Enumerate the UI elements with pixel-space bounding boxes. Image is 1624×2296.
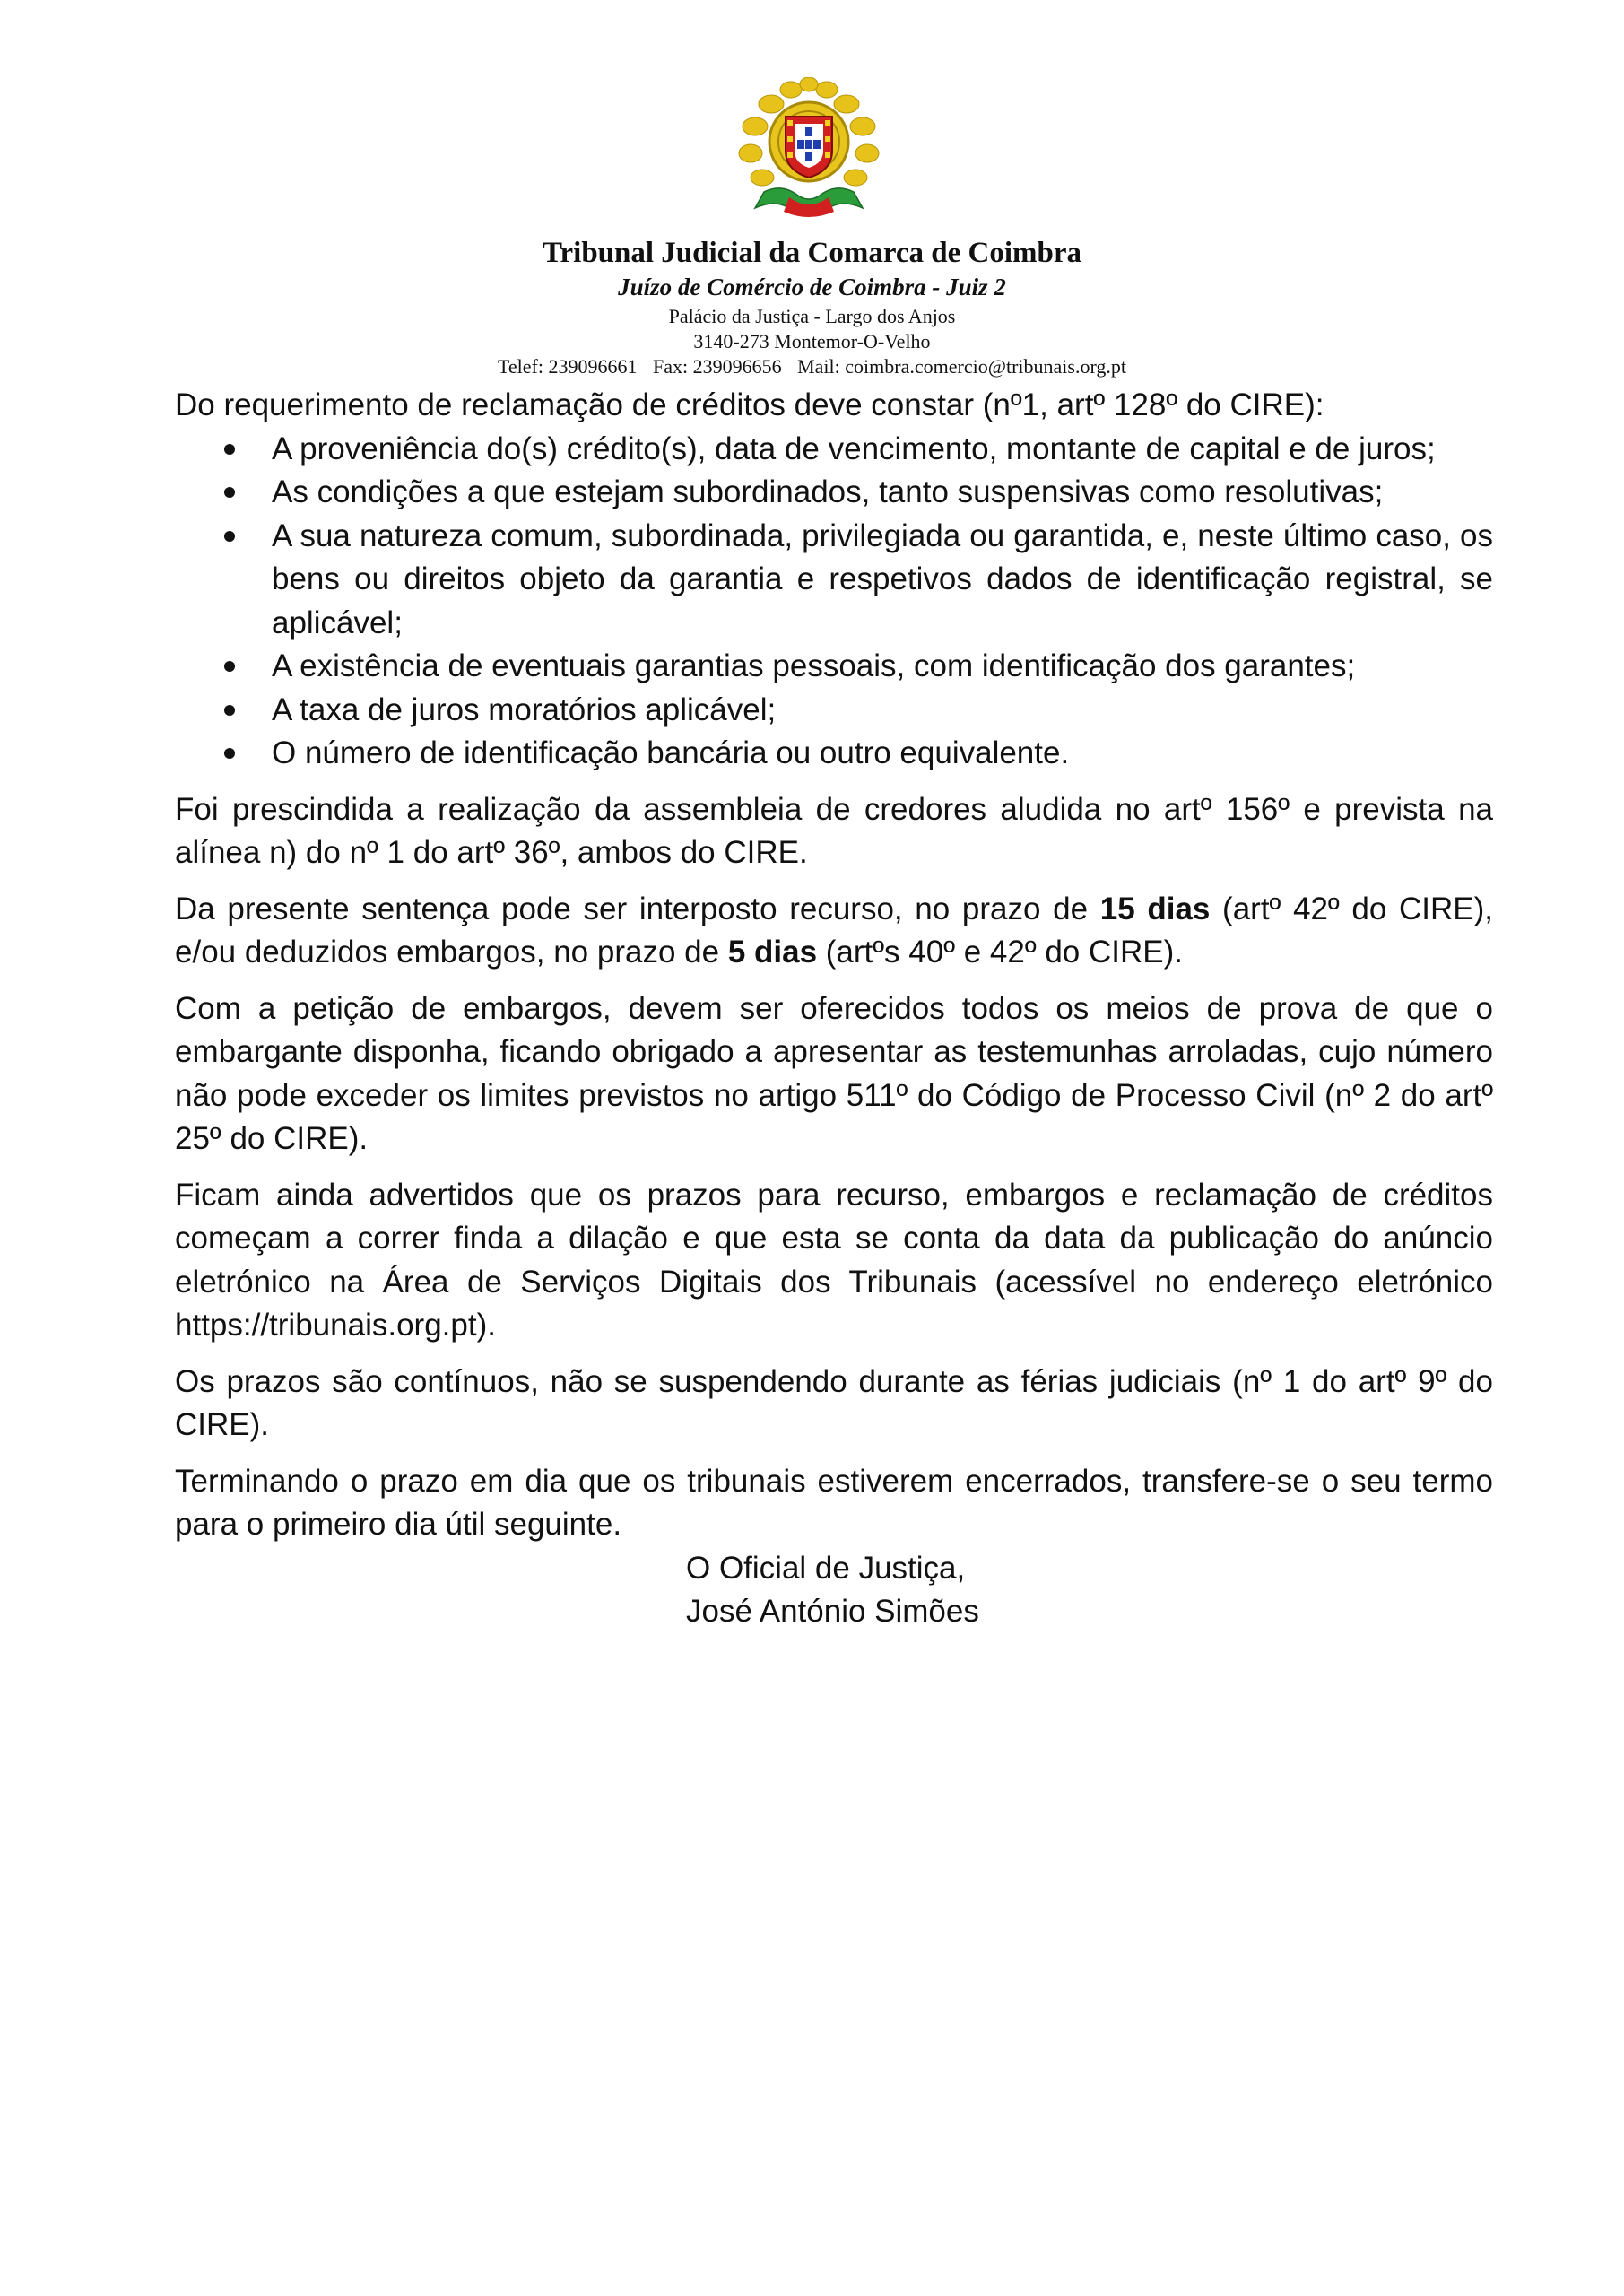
list-item-text: A proveniência do(s) crédito(s), data de vencimento, montante de capital e de juros; [272,430,1436,466]
signatory-name: José António Simões [686,1594,979,1629]
embargos-paragraph: Com a petição de embargos, devem ser oferecidos todos os meios de prova de que o embargante disponha, ficando obrigado a apresentar as testemunhas arroladas, cujo número não pode exceder os limites previstos no artigo 511º do Código de Processo Civil (nº 2 do artº 25º do CIRE). [175,990,1493,1156]
requirements-intro: Do requerimento de reclamação de créditos deve constar (nº1, artº 128º do CIRE): [175,387,1324,422]
bullet-icon [224,487,235,498]
prazos-paragraph: Ficam ainda advertidos que os prazos para recurso, embargos e reclamação de créditos começam a correr finda a dilação e que esta se conta da data da publicação do anúncio eletrónico na Área de Serviços Digitais dos Tribunais (acessível no endereço eletrónico https://tribunais.org.pt). [175,1177,1493,1343]
signatory-role: O Oficial de Justiça, [686,1550,966,1586]
court-name: Tribunal Judicial da Comarca de Coimbra [542,237,1082,269]
address-line: Palácio da Justiça - Largo dos Anjos [668,305,956,327]
recurso-deadline: 15 dias [1099,891,1211,926]
prazos-continuos-paragraph: Os prazos são contínuos, não se suspendendo durante as férias judiciais (nº 1 do artº 9º do CIRE). [175,1363,1493,1442]
requirements-list [175,428,1493,776]
embargos-deadline: 5 dias [727,935,818,970]
list-item-text: A sua natureza comum, subordinada, privilegiada ou garantida, e, neste último caso, os bens ou direitos objeto da garantia e respetivos dados de identificação registral, se aplicável; [272,517,1493,640]
list-item [175,471,1493,515]
bullet-icon [224,444,235,455]
list-item-text: A taxa de juros moratórios aplicável; [272,691,777,727]
court-section: Juízo de Comércio de Coimbra - Juiz 2 [618,274,1006,300]
list-item-text: As condições a que estejam subordinados, tanto suspensivas como resolutivas; [272,474,1384,509]
list-item [175,732,1493,776]
termo-paragraph: Terminando o prazo em dia que os tribunais estiverem encerrados, transfere-se o seu termo para o primeiro dia útil seguinte. [175,1463,1493,1542]
postal-address-line: 3140-273 Montemor-O-Velho [693,330,931,352]
fax-number: Fax: 239096656 [652,355,782,378]
phone-number: Telef: 239096661 [498,355,638,378]
bullet-icon [224,531,235,542]
portuguese-coat-of-arms-icon [728,77,890,221]
recurso-text-part: Da presente sentença pode ser interposto recurso, no prazo de [175,891,1100,926]
assembleia-paragraph: Foi prescindida a realização da assembleia de credores aludida no artº 156º e prevista na alínea n) do nº 1 do artº 36º, ambos do CIRE. [175,791,1493,870]
contact-line [0,354,1624,379]
list-item [175,428,1493,472]
recurso-text-part: (artºs 40º e 42º do CIRE). [817,935,1183,970]
list-item-text: A existência de eventuais garantias pessoais, com identificação dos garantes; [272,648,1356,683]
list-item-text: O número de identificação bancária ou outro equivalente. [272,735,1070,770]
bullet-icon [224,705,235,716]
list-item [175,689,1493,733]
list-item [175,515,1493,646]
recurso-text-part: (artº 42º do CIRE), e/ou deduzidos embargos, no prazo de [175,891,1493,970]
recurso-paragraph [175,888,1493,975]
email-address: Mail: coimbra.comercio@tribunais.org.pt [797,355,1126,378]
bullet-icon [224,661,235,672]
document-body [175,384,1493,1634]
bullet-icon [224,748,235,759]
list-item [175,645,1493,689]
signature-block [686,1547,1493,1634]
